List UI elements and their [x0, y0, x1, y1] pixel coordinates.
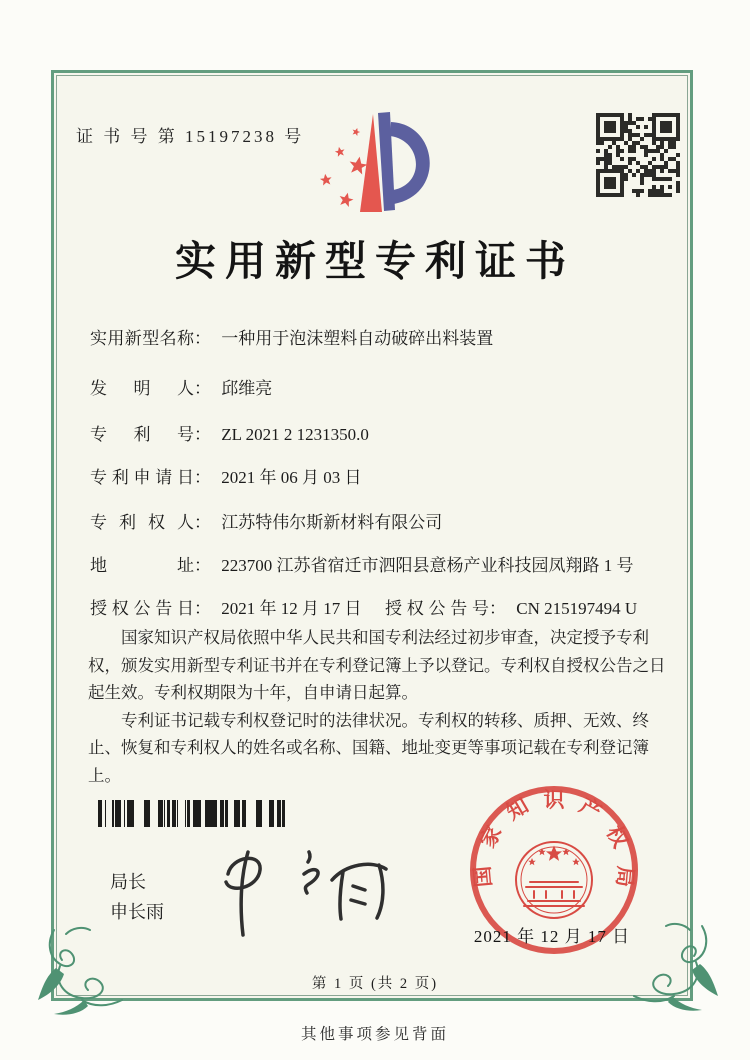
field-utility-model-name: [90, 324, 493, 349]
svg-text:产: 产: [575, 793, 606, 825]
field-label: 发明人: [90, 379, 194, 398]
field-filing-date: [90, 463, 362, 488]
legal-paragraph-1: 国家知识产权局依照中华人民共和国专利法经过初步审查，决定授予专利权，颁发实用新型专利证书并在专利登记簿上予以登记。专利权自授权公告之日起生效。专利权期限为十年，自申请日起算。: [88, 628, 666, 702]
svg-text:家: 家: [475, 821, 507, 852]
director-name: 申长雨: [110, 902, 164, 922]
field-value: 邱维亮: [221, 379, 273, 398]
colon: ：: [194, 329, 211, 348]
field-value: 2021 年 12 月 17 日: [221, 599, 362, 618]
field-label: 实用新型名称: [90, 329, 194, 348]
svg-text:权: 权: [601, 821, 633, 852]
colon: ：: [194, 379, 211, 398]
colon: ：: [194, 599, 211, 618]
legal-paragraph-2: 专利证书记载专利权登记时的法律状况。专利权的转移、质押、无效、终止、恢复和专利权人的姓名或名称、国籍、地址变更等事项记载在专利登记簿上。: [88, 710, 649, 785]
svg-text:国: 国: [470, 865, 496, 889]
legal-text: [88, 624, 666, 789]
colon: ：: [489, 599, 506, 618]
field-label: 专利申请日: [90, 468, 194, 487]
barcode: [90, 800, 296, 827]
field-value: CN 215197494 U: [516, 599, 638, 618]
field-inventor: [90, 374, 272, 399]
svg-text:知: 知: [502, 793, 533, 825]
colon: ：: [194, 513, 211, 532]
back-note: 其他事项参见背面: [300, 1026, 449, 1043]
field-patent-number: [90, 420, 369, 445]
field-label: 专利号: [90, 425, 194, 444]
colon: ：: [194, 425, 211, 444]
field-label: 专利权人: [90, 513, 194, 532]
field-value: 223700 江苏省宿迁市泗阳县意杨产业科技园凤翔路 1 号: [221, 556, 634, 575]
colon: ：: [194, 556, 211, 575]
field-address: [90, 551, 634, 576]
field-grant-date: [90, 594, 362, 619]
colon: ：: [194, 468, 211, 487]
field-value: ZL 2021 2 1231350.0: [221, 425, 369, 444]
corner-flourish-bottom-left-icon: [36, 924, 128, 1016]
field-grant-number: [385, 594, 637, 619]
seal-date: 2021 年 12 月 17 日: [473, 927, 631, 946]
cnipa-logo-icon: [300, 110, 448, 218]
director-title: 局长: [110, 872, 146, 892]
field-patentee: [90, 508, 442, 533]
field-label: 地址: [90, 556, 194, 575]
director-signature: [212, 838, 402, 943]
svg-text:局: 局: [612, 865, 638, 889]
svg-text:识: 识: [543, 788, 565, 812]
qr-code: [596, 113, 680, 197]
page-number: 第 1 页 (共 2 页): [311, 976, 439, 992]
field-value: 2021 年 06 月 03 日: [221, 468, 362, 487]
certificate-number: 证 书 号 第 15197238 号: [76, 127, 305, 146]
field-label: 授权公告日: [90, 599, 194, 618]
field-value: 一种用于泡沫塑料自动破碎出料装置: [221, 329, 494, 348]
field-label: 授权公告号: [385, 599, 489, 618]
field-value: 江苏特伟尔斯新材料有限公司: [221, 513, 443, 532]
certificate-title: 实用新型专利证书: [175, 238, 575, 284]
